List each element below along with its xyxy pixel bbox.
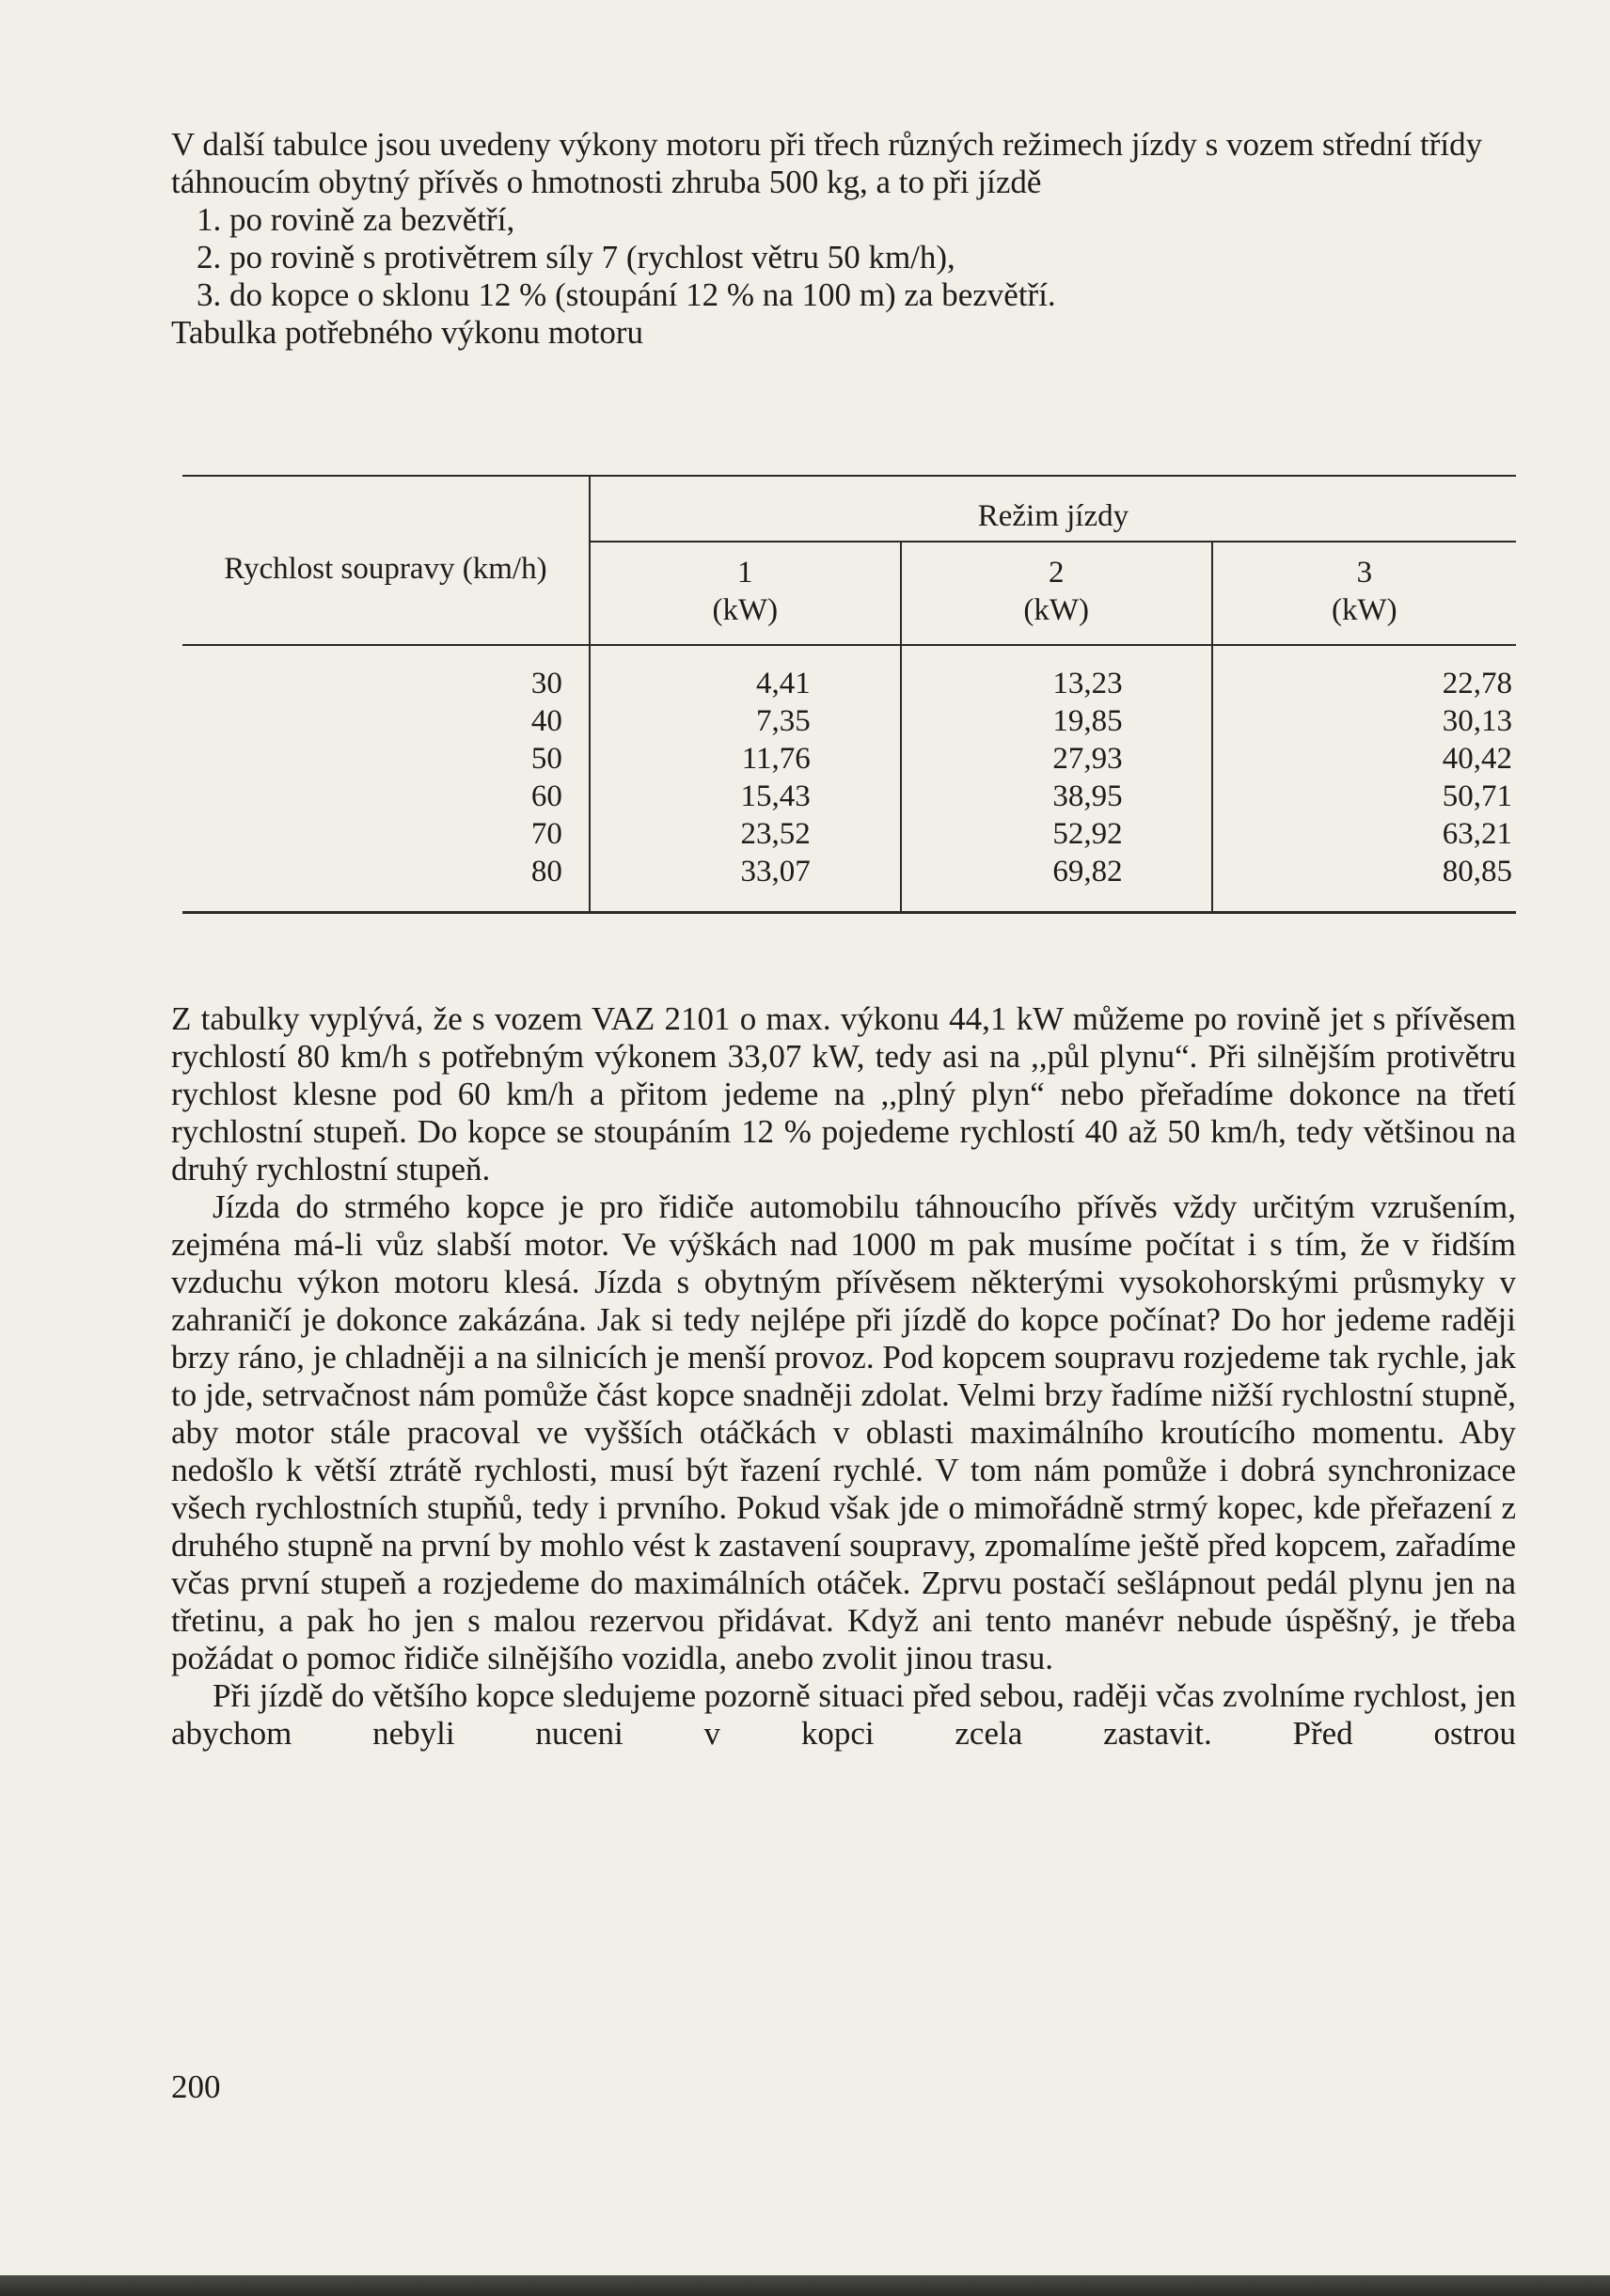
mode-1-cell: 4,41 [590, 645, 901, 702]
mode-2-cell: 19,85 [901, 702, 1212, 740]
mode-1-unit: (kW) [712, 593, 779, 627]
mode-1-number: 1 [737, 556, 753, 590]
mode-3-cell: 40,42 [1442, 742, 1512, 776]
table-row [182, 740, 1516, 778]
body-paragraph-2: Jízda do strmého kopce je pro řidiče automobilu táhnoucího přívěs vždy určitým vzrušením, zejména má-li vůz slabší motor. Ve výškách nad 1000 m pak musíme počítat i s tím, že v řidším vzduchu výkon motoru klesá. Jízda s obytným přívěsem některými vysokohorskými průsmyky v zahraničí je dokonce zakázána. Jak si tedy nejlépe při jízdě do kopce počínat? Do hor jedeme raději brzy ráno, je chladněji a na silnicích je menší provoz. Pod kopcem soupravu rozjedeme tak rychle, jak to jde, setrvačnost nám pomůže část kopce snadněji zdolat. Velmi brzy řadíme nižší rychlostní stupně, aby motor stále pracoval ve vyšších otáčkách v oblasti maximálního kroutícího momentu. Aby nedošlo k větší ztrátě rychlosti, musí být řazení rychlé. V tom nám pomůže i dobrá synchronizace všech rychlostních stupňů, tedy i prvního. Pokud však jde o mimořádně strmý kopec, kde přeřazení z druhého stupně na první by mohlo vést k zastavení soupravy, zpomalíme ještě před kopcem, zařadíme včas první stupeň a rozjedeme do maximálních otáček. Zprvu postačí sešlápnout pedál plynu jen na třetinu, a pak ho jen s malou rezervou přidávat. Když ani tento manévr nebude úspěšný, je třeba požádat o pomoc řidiče silnějšího vozidla, anebo zvolit jinou trasu. [171, 1188, 1516, 1676]
scan-edge [0, 2275, 1610, 2296]
speed-column-header: Rychlost soupravy (km/h) [182, 476, 590, 645]
mode-1-header [590, 542, 901, 645]
mode-2-cell: 13,23 [901, 645, 1212, 702]
table-caption: Tabulka potřebného výkonu motoru [171, 314, 644, 351]
mode-1-cell: 7,35 [590, 702, 901, 740]
mode-1-cell: 33,07 [590, 853, 901, 913]
driving-mode-group-header: Režim jízdy [590, 476, 1516, 542]
table-row [182, 702, 1516, 740]
list-item: 2. po rovině s protivětrem síly 7 (rychlost větru 50 km/h), [197, 239, 955, 275]
page-number: 200 [171, 2068, 221, 2105]
table-row [182, 815, 1516, 853]
mode-1-cell: 23,52 [590, 815, 901, 853]
mode-3-number: 3 [1356, 556, 1373, 590]
intro-section [171, 126, 1516, 352]
speed-cell: 40 [182, 702, 590, 740]
mode-3-cell: 63,21 [1442, 817, 1512, 851]
speed-cell: 80 [182, 853, 590, 913]
table-row [182, 778, 1516, 815]
speed-cell: 50 [182, 740, 590, 778]
mode-1-cell: 15,43 [590, 778, 901, 815]
mode-3-unit: (kW) [1332, 593, 1397, 627]
mode-2-unit: (kW) [1023, 593, 1090, 627]
body-paragraph-3: Při jízdě do většího kopce sledujeme pozorně situaci před sebou, raději včas zvolníme rychlost, jen abychom nebyli nuceni v kopci zcela zastavit. Před ostrou [171, 1677, 1516, 1752]
list-item: 1. po rovině za bezvětří, [197, 201, 515, 238]
list-item: 3. do kopce o sklonu 12 % (stoupání 12 % na 100 m) za bezvětří. [197, 276, 1056, 313]
mode-3-cell: 80,85 [1442, 855, 1512, 889]
mode-3-cell: 22,78 [1442, 667, 1512, 700]
mode-3-cell: 50,71 [1442, 779, 1512, 813]
body-text [171, 1000, 1516, 1753]
mode-3-header [1212, 542, 1516, 645]
mode-1-cell: 11,76 [590, 740, 901, 778]
mode-2-cell: 52,92 [901, 815, 1212, 853]
mode-2-cell: 38,95 [901, 778, 1212, 815]
speed-cell: 30 [182, 645, 590, 702]
mode-2-cell: 27,93 [901, 740, 1212, 778]
mode-2-cell: 69,82 [901, 853, 1212, 913]
driving-mode-list [171, 201, 1516, 314]
speed-cell: 60 [182, 778, 590, 815]
table-row [182, 853, 1516, 913]
body-paragraph-1: Z tabulky vyplývá, že s vozem VAZ 2101 o max. výkonu 44,1 kW můžeme po rovině jet s přívěsem rychlostí 80 km/h s potřebným výkonem 33,07 kW, tedy asi na ,,půl plynu“. Při silnějším protivětru rychlost klesne pod 60 km/h a přitom jedeme na ,,plný plyn“ nebo přeřadíme dokonce na třetí rychlostní stupeň. Do kopce se stoupáním 12 % pojedeme rychlostí 40 až 50 km/h, tedy většinou na druhý rychlostní stupeň. [171, 1000, 1516, 1187]
engine-power-table [182, 475, 1516, 914]
mode-2-header [901, 542, 1212, 645]
table-row [182, 645, 1516, 702]
intro-paragraph: V další tabulce jsou uvedeny výkony motoru při třech různých režimech jízdy s vozem střední třídy táhnoucím obytný přívěs o hmotnosti zhruba 500 kg, a to při jízdě [171, 126, 1483, 200]
mode-2-number: 2 [1048, 556, 1065, 590]
speed-cell: 70 [182, 815, 590, 853]
mode-3-cell: 30,13 [1442, 704, 1512, 738]
